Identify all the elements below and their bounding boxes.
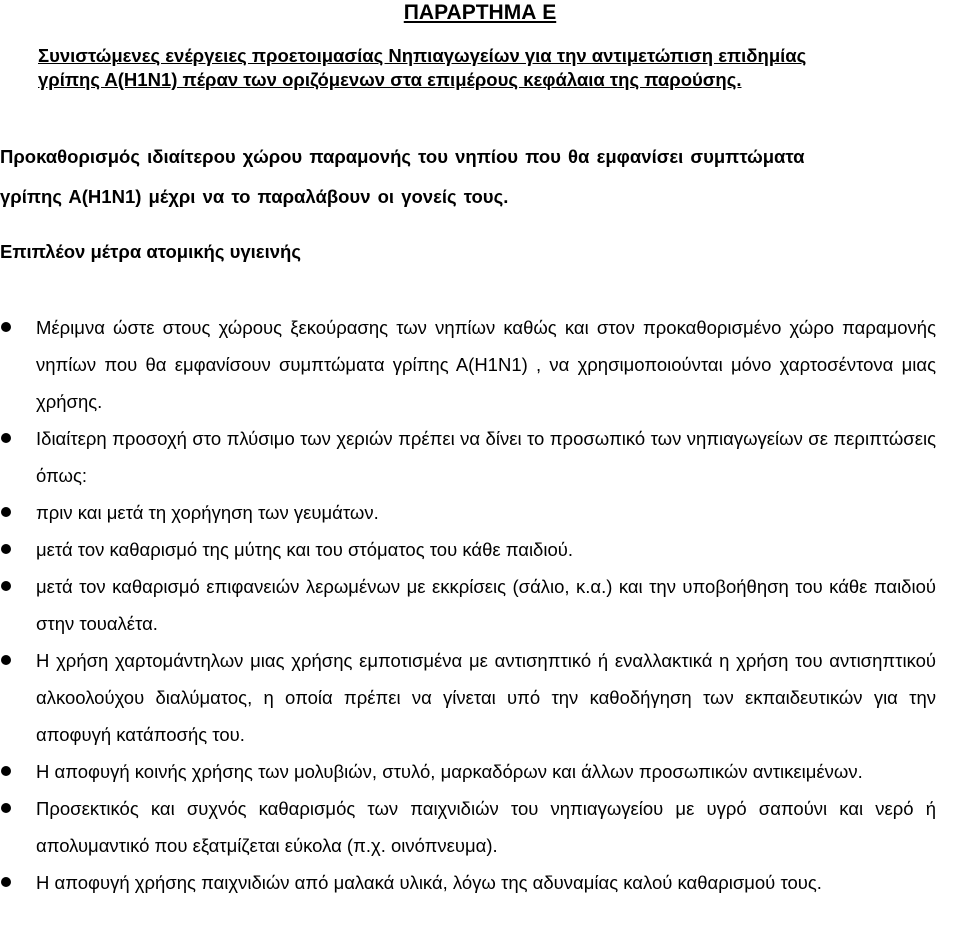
subtitle-line-2: γρίπης Α(Η1Ν1) πέραν των οριζόμενων στα επιμέρους κεφάλαια της παρούσης. (38, 69, 742, 90)
bullet-icon (1, 766, 11, 776)
bullet-text: πριν και μετά τη χορήγηση των γευμάτων. (36, 502, 379, 523)
bullet-text: μετά τον καθαρισμό επιφανειών λερωμένων με εκκρίσεις (σάλιο, κ.α.) και την υποβοήθηση του κάθε παιδιού στην τουαλέτα. (36, 576, 936, 634)
bullet-icon (1, 655, 11, 665)
subtitle-line-1: Συνιστώμενες ενέργειες προετοιμασίας Νηπιαγωγείων για την αντιμετώπιση επιδημίας (38, 45, 807, 66)
bullet-icon (1, 581, 11, 591)
bullet-icon (1, 803, 11, 813)
bullet-text: μετά τον καθαρισμό της μύτης και του στόματος του κάθε παιδιού. (36, 539, 574, 560)
bullet-icon (1, 507, 11, 517)
bullet-text: Προσεκτικός και συχνός καθαρισμός των παιχνιδιών του νηπιαγωγείου με υγρό σαπούνι και νερό ή απολυμαντικό που εξατμίζεται εύκολα (π.χ. οινόπνευμα). (36, 798, 936, 856)
list-item (0, 494, 936, 531)
bullet-list (0, 309, 960, 901)
list-item (0, 753, 936, 790)
bullet-text: Η χρήση χαρτομάντηλων μιας χρήσης εμποτισμένα με αντισηπτικό ή εναλλακτικά η χρήση του αντισηπτικού αλκοολούχου διαλύματος, η οποία πρέπει να γίνεται υπό την καθοδήγηση των εκπαιδευτικών για την αποφυγή κατάποσής του. (36, 650, 936, 745)
section-heading: Επιπλέον μέτρα ατομικής υγιεινής (0, 241, 301, 262)
document-subtitle (38, 44, 938, 92)
list-item (0, 568, 936, 642)
bullet-icon (1, 544, 11, 554)
list-item (0, 309, 936, 420)
bullet-text: Η αποφυγή χρήσης παιχνιδιών από μαλακά υλικά, λόγω της αδυναμίας καλού καθαρισμού τους. (36, 872, 822, 893)
bullet-icon (1, 322, 11, 332)
list-item (0, 790, 936, 864)
list-item (0, 420, 936, 494)
list-item (0, 531, 936, 568)
intro-line-2: γρίπης Α(Η1Ν1) μέχρι να το παραλάβουν οι γονείς τους. (0, 186, 509, 207)
list-item (0, 864, 936, 901)
bullet-icon (1, 433, 11, 443)
bullet-text: Η αποφυγή κοινής χρήσης των μολυβιών, στυλό, μαρκαδόρων και άλλων προσωπικών αντικειμένων. (36, 761, 863, 782)
bullet-text: Μέριμνα ώστε στους χώρους ξεκούρασης των νηπίων καθώς και στον προκαθορισμένο χώρο παραμονής νηπίων που θα εμφανίσουν συμπτώματα γρίπης Α(Η1Ν1) , να χρησιμοποιούνται μόνο χαρτοσέντονα μιας χρήσης. (36, 317, 936, 412)
intro-paragraph (0, 137, 950, 217)
intro-line-1: Προκαθορισμός ιδιαίτερου χώρου παραμονής του νηπίου που θα εμφανίσει συμπτώματα (0, 146, 805, 167)
list-item (0, 642, 936, 753)
appendix-title: ΠΑΡΑΡΤΗΜΑ Ε (403, 1, 557, 24)
bullet-icon (1, 877, 11, 887)
bullet-text: Ιδιαίτερη προσοχή στο πλύσιμο των χεριών πρέπει να δίνει το προσωπικό των νηπιαγωγείων σε περιπτώσεις όπως: (36, 428, 936, 486)
